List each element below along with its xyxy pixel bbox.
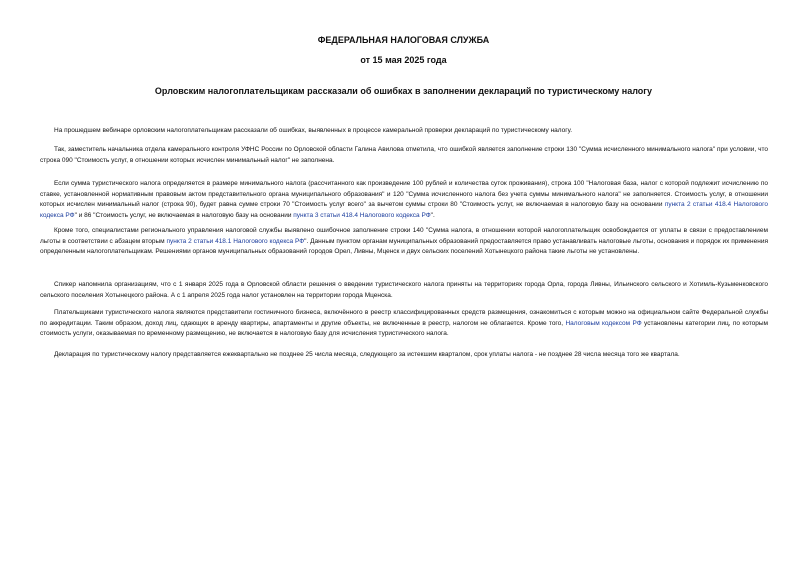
paragraph-1: На прошедшем вебинаре орловским налогоплательщикам рассказали об ошибках, выявленных в процессе камеральной проверки деклараций по туристическому налогу. <box>54 127 573 134</box>
tax-code-link-418-4-p2[interactable]: пункта 2 статьи 418.4 Налогового кодекса РФ <box>40 201 768 219</box>
paragraph-4-text-b: ". Данным пунктом органам муниципальных образований предоставляется право устанавливать налоговые льготы, основания и порядок их применения определенным налогоплательщикам. Решениями органов муниципальных образований городов Орел, Ливны, Мценск и двух сельских поселений Хотынецкого района такие льготы не установлены. <box>40 237 768 255</box>
agency-heading: ФЕДЕРАЛЬНАЯ НАЛОГОВАЯ СЛУЖБА <box>317 35 490 45</box>
paragraph-3-text-a: Если сумма туристического налога определяется в размере минимального налога (рассчитанного как произведение 100 рублей и количества суток проживания), строка 100 "Налоговая база, налог с которой подлежит исчислению по ставке, установленной нормативным правовым актом представительного органа муниципального образования" и 120 "Сумма исчисленного налога без учета суммы минимального налога" не заполняется. Стоимость услуг, в отношении которых исчислен минимальный налог (строка 90), будет равна сумме строки 70 "Стоимость услуг всего" за вычетом суммы строки 80 "Стоимость услуг, не включаемая в налоговую базу на основании <box>40 180 768 208</box>
paragraph-3 <box>40 179 768 221</box>
tax-code-link[interactable]: Налоговым кодексом РФ <box>565 319 642 327</box>
paragraph-6-text-a: Плательщиками туристического налога являются представители гостиничного бизнеса, включённого в реестр классифицированных средств размещения, ознакомиться с которым можно на официальном сайте Федеральной службы по аккредитации. Таким образом, доход лиц, сдающих в аренду квартиры, апартаменты и другие объекты, не включенные в реестр, налогом не облагается. Кроме того, <box>40 309 768 327</box>
paragraph-4 <box>40 226 768 258</box>
paragraph-2: Так, заместитель начальника отдела камерального контроля УФНС России по Орловской области Галина Авилова отметила, что ошибкой является заполнение строки 130 "Сумма исчисленного минимального налога" при условии, что строка 090 "Стоимость услуг, в отношении которых исчислен минимальный налог" не заполнена. <box>40 146 768 164</box>
paragraph-3-text-c: ". <box>430 211 435 219</box>
paragraph-6-text-b: установлены категории лиц, по которым стоимость услуги, оказываемая по временному размещению, не включается в налоговую базу для исчисления туристического налога. <box>40 319 768 337</box>
paragraph-5: Спикер напомнила организациям, что с 1 января 2025 года в Орловской области решения о введении туристического налога приняты на территориях города Орла, города Ливны, Ильинского сельского и Хотимль-Кузьменковского сельского поселения Хотынецкого района. А с 1 апреля 2025 года налог установлен на территории города Мценска. <box>40 281 768 299</box>
paragraph-6 <box>40 308 768 340</box>
tax-code-link-418-4-p3[interactable]: пункта 3 статьи 418.4 Налогового кодекса РФ <box>293 211 431 219</box>
date-heading: от 15 мая 2025 года <box>360 55 447 65</box>
article-title: Орловским налогоплательщикам рассказали об ошибках в заполнении деклараций по туристическому налогу <box>154 86 653 96</box>
paragraph-7: Декларация по туристическому налогу представляется ежеквартально не позднее 25 числа месяца, следующего за истекшим кварталом, срок уплаты налога - не позднее 28 числа месяца того же квартала. <box>54 351 680 358</box>
paragraph-4-text-a: Кроме того, специалистами регионального управления налоговой службы выявлено ошибочное заполнение строки 140 "Сумма налога, в отношении которой налогоплательщик освобождается от уплаты в связи с предоставлением льготы в соответствии с абзацем вторым <box>40 227 768 245</box>
paragraph-3-text-b: " и 86 "Стоимость услуг, не включаемая в налоговую базу на основании <box>74 211 294 219</box>
tax-code-link-418-1-p2[interactable]: пункта 2 статьи 418.1 Налогового кодекса РФ <box>166 237 305 245</box>
